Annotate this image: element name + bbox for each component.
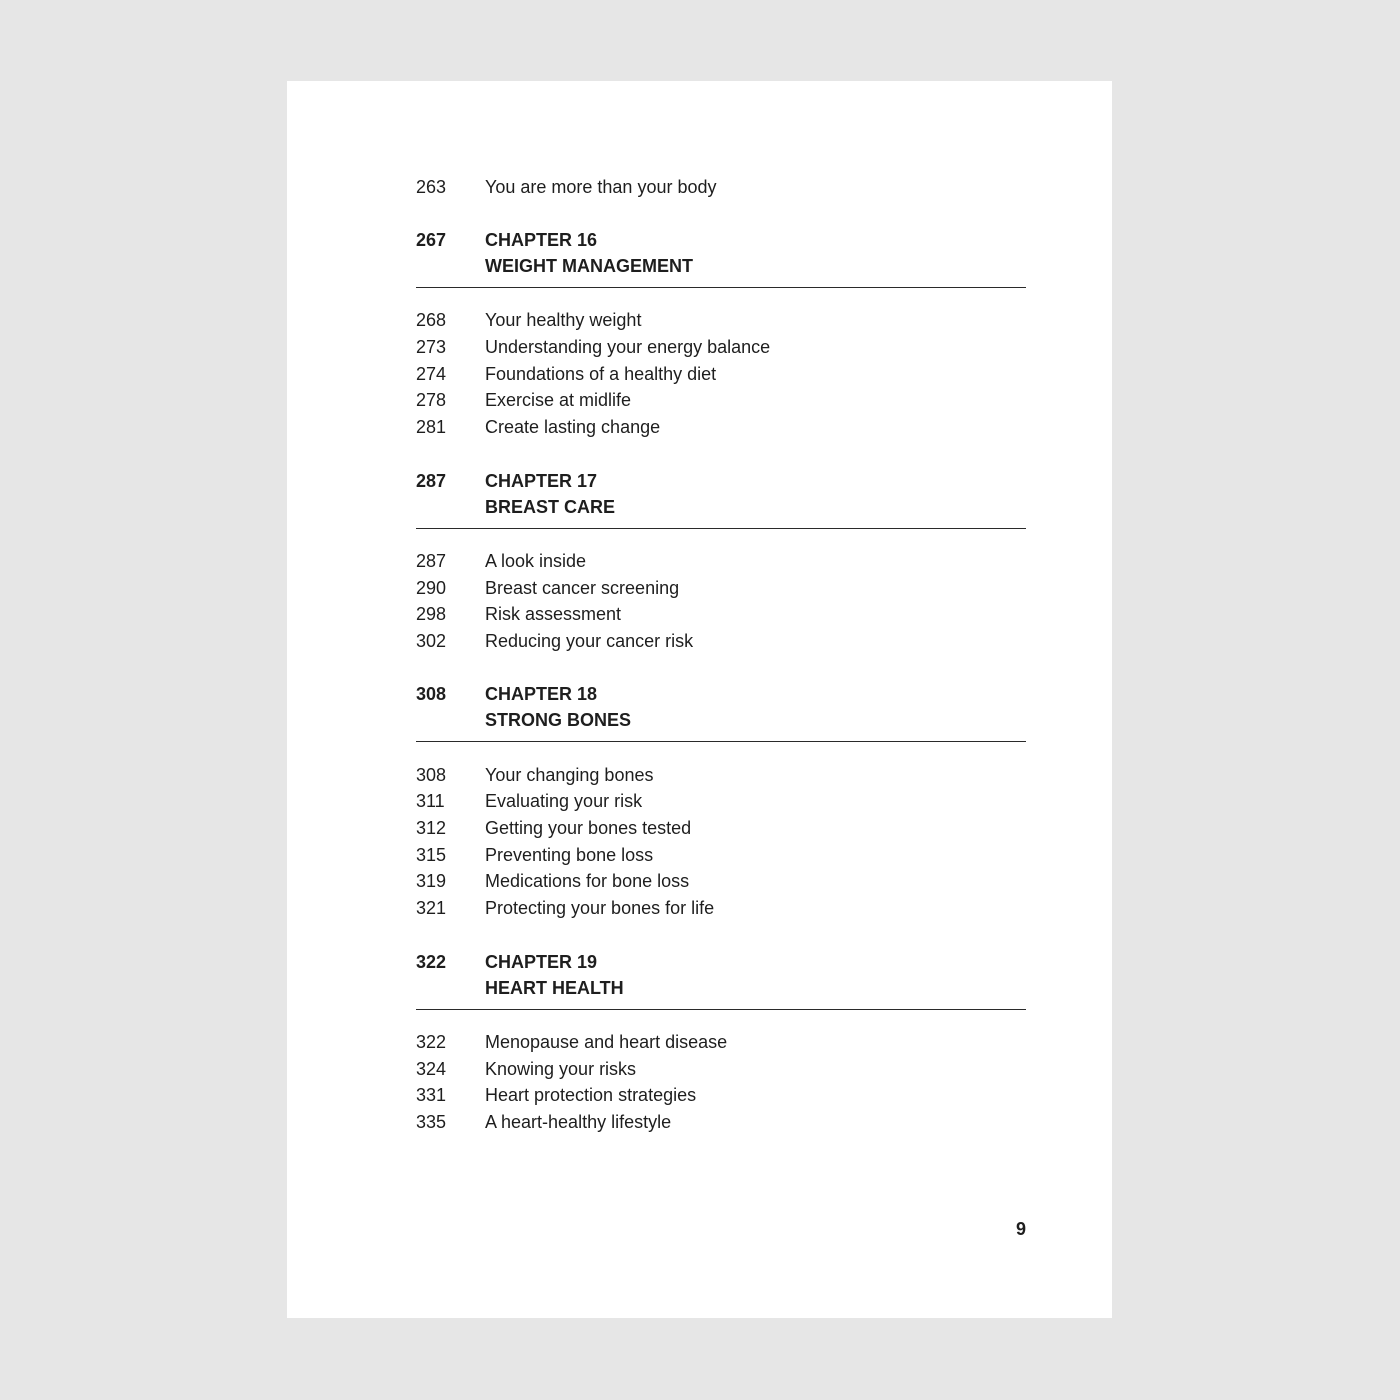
toc-entry — [416, 1056, 1026, 1082]
toc-entry — [416, 815, 1026, 841]
chapter-heading-17 — [416, 468, 1026, 529]
entry-title: Your healthy weight — [485, 310, 642, 330]
chapter-heading-18 — [416, 681, 1026, 742]
toc-entry — [416, 174, 1026, 200]
chapter-heading-16 — [416, 227, 1026, 288]
entry-page-number: 273 — [416, 337, 447, 357]
entry-page-number: 335 — [416, 1112, 447, 1132]
entry-page-number: 290 — [416, 578, 447, 598]
toc-entry — [416, 575, 1026, 601]
toc-entry — [416, 601, 1026, 627]
entry-page-number: 319 — [416, 871, 447, 891]
toc-entry — [416, 1082, 1026, 1108]
entry-page-number: 308 — [416, 765, 447, 785]
chapter-page-number: 308 — [416, 684, 447, 704]
entry-title: Foundations of a healthy diet — [485, 364, 717, 384]
entry-page-number: 274 — [416, 364, 447, 384]
entry-page-number: 302 — [416, 631, 447, 651]
toc-entry — [416, 387, 1026, 413]
toc-entry — [416, 762, 1026, 788]
entry-title: Risk assessment — [485, 604, 622, 624]
toc-entry — [416, 307, 1026, 333]
entry-title: Understanding your energy balance — [485, 337, 771, 357]
toc-entry — [416, 842, 1026, 868]
entry-title: Create lasting change — [485, 417, 661, 437]
entry-title: A heart-healthy lifestyle — [485, 1112, 672, 1132]
chapter-heading-19 — [416, 949, 1026, 1010]
entry-page-number: 281 — [416, 417, 447, 437]
entry-page-number: 312 — [416, 818, 447, 838]
entry-page-number: 263 — [416, 177, 447, 197]
entry-page-number: 322 — [416, 1032, 447, 1052]
chapter-label: CHAPTER 17 — [485, 471, 598, 491]
chapter-name: WEIGHT MANAGEMENT — [485, 256, 693, 276]
entry-page-number: 315 — [416, 845, 447, 865]
chapter-label: CHAPTER 18 — [485, 684, 598, 704]
chapter-name: BREAST CARE — [485, 497, 616, 517]
toc-entry — [416, 628, 1026, 654]
chapter-page-number: 287 — [416, 471, 447, 491]
entry-title: Breast cancer screening — [485, 578, 680, 598]
entry-title: Preventing bone loss — [485, 845, 654, 865]
entry-page-number: 321 — [416, 898, 447, 918]
entry-page-number: 324 — [416, 1059, 447, 1079]
toc-entry — [416, 361, 1026, 387]
entry-title: Reducing your cancer risk — [485, 631, 694, 651]
entry-title: Menopause and heart disease — [485, 1032, 728, 1052]
entry-title: Getting your bones tested — [485, 818, 692, 838]
chapter-label: CHAPTER 16 — [485, 230, 598, 250]
entry-title: Exercise at midlife — [485, 390, 632, 410]
chapter-name: HEART HEALTH — [485, 978, 624, 998]
toc-entry — [416, 414, 1026, 440]
entry-page-number: 298 — [416, 604, 447, 624]
toc-entry — [416, 548, 1026, 574]
entry-page-number: 278 — [416, 390, 447, 410]
entry-title: Knowing your risks — [485, 1059, 637, 1079]
toc-entry — [416, 788, 1026, 814]
entry-title: Protecting your bones for life — [485, 898, 715, 918]
entry-title: Evaluating your risk — [485, 791, 643, 811]
entry-title: Your changing bones — [485, 765, 654, 785]
entry-title: Heart protection strategies — [485, 1085, 697, 1105]
toc-entry — [416, 1029, 1026, 1055]
toc-entry — [416, 334, 1026, 360]
chapter-page-number: 322 — [416, 952, 447, 972]
page-number-folio: 9 — [1015, 1219, 1026, 1239]
toc-entry — [416, 895, 1026, 921]
chapter-page-number: 267 — [416, 230, 447, 250]
entry-title: You are more than your body — [485, 177, 717, 197]
chapter-name: STRONG BONES — [485, 710, 632, 730]
entry-page-number: 331 — [416, 1085, 447, 1105]
toc-entry — [416, 1109, 1026, 1135]
toc-entry — [416, 868, 1026, 894]
entry-page-number: 311 — [416, 791, 445, 811]
entry-page-number: 268 — [416, 310, 447, 330]
entry-title: A look inside — [485, 551, 587, 571]
entry-page-number: 287 — [416, 551, 447, 571]
chapter-label: CHAPTER 19 — [485, 952, 598, 972]
entry-title: Medications for bone loss — [485, 871, 690, 891]
